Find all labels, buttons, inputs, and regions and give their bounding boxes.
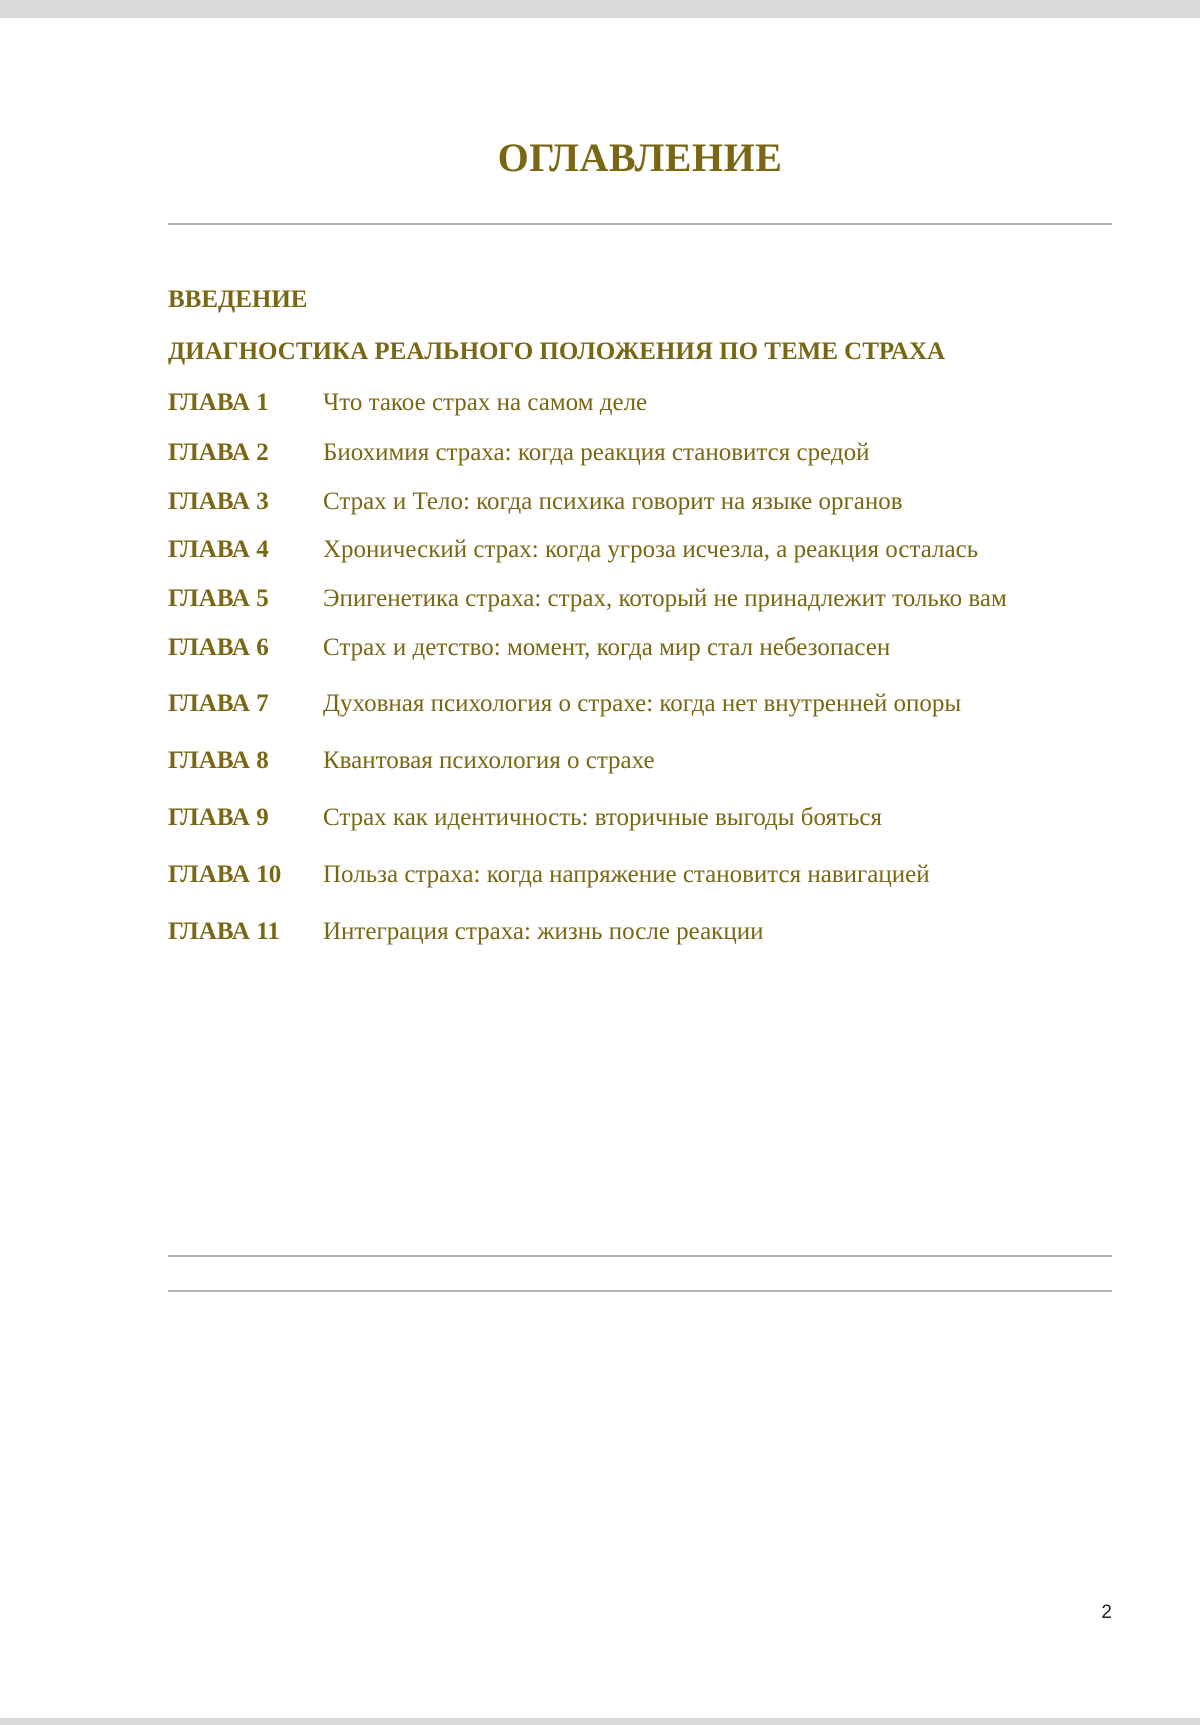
chapter-title: Страх как идентичность: вторичные выгоды бояться [323, 804, 882, 831]
chapter-label: ГЛАВА 2 [168, 439, 269, 466]
chapter-title: Духовная психология о страхе: когда нет внутренней опоры [323, 690, 962, 717]
title-divider [168, 223, 1112, 225]
chapter-label: ГЛАВА 11 [168, 918, 280, 945]
chapter-label: ГЛАВА 10 [168, 861, 282, 888]
chapter-label: ГЛАВА 1 [168, 389, 269, 416]
chapter-title: Страх и Тело: когда психика говорит на языке органов [323, 488, 903, 515]
chapter-title: Польза страха: когда напряжение становится навигацией [323, 861, 930, 888]
footer-divider-lower [168, 1290, 1112, 1292]
chapter-title: Страх и детство: момент, когда мир стал небезопасен [323, 634, 891, 661]
chapter-label: ГЛАВА 9 [168, 804, 269, 831]
chapter-label: ГЛАВА 8 [168, 747, 269, 774]
chapter-label: ГЛАВА 7 [168, 690, 269, 717]
page-number: 2 [1101, 1602, 1112, 1623]
chapter-title: Квантовая психология о страхе [323, 747, 655, 774]
toc-section-introduction: ВВЕДЕНИЕ [168, 286, 308, 313]
footer-divider-upper [168, 1255, 1112, 1257]
chapter-label: ГЛАВА 3 [168, 488, 269, 515]
chapter-label: ГЛАВА 5 [168, 585, 269, 612]
chapter-title: Интеграция страха: жизнь после реакции [323, 918, 764, 945]
toc-section-diagnostics: ДИАГНОСТИКА РЕАЛЬНОГО ПОЛОЖЕНИЯ ПО ТЕМЕ СТРАХА [168, 338, 946, 365]
chapter-label: ГЛАВА 4 [168, 536, 269, 563]
page-title: ОГЛАВЛЕНИЕ [497, 135, 783, 180]
chapter-title: Что такое страх на самом деле [323, 389, 648, 416]
chapter-title: Эпигенетика страха: страх, который не принадлежит только вам [323, 585, 1007, 612]
chapter-title: Хронический страх: когда угроза исчезла, а реакция осталась [323, 536, 979, 563]
document-page [0, 18, 1200, 1718]
chapter-title: Биохимия страха: когда реакция становится средой [323, 439, 870, 466]
chapter-label: ГЛАВА 6 [168, 634, 269, 661]
